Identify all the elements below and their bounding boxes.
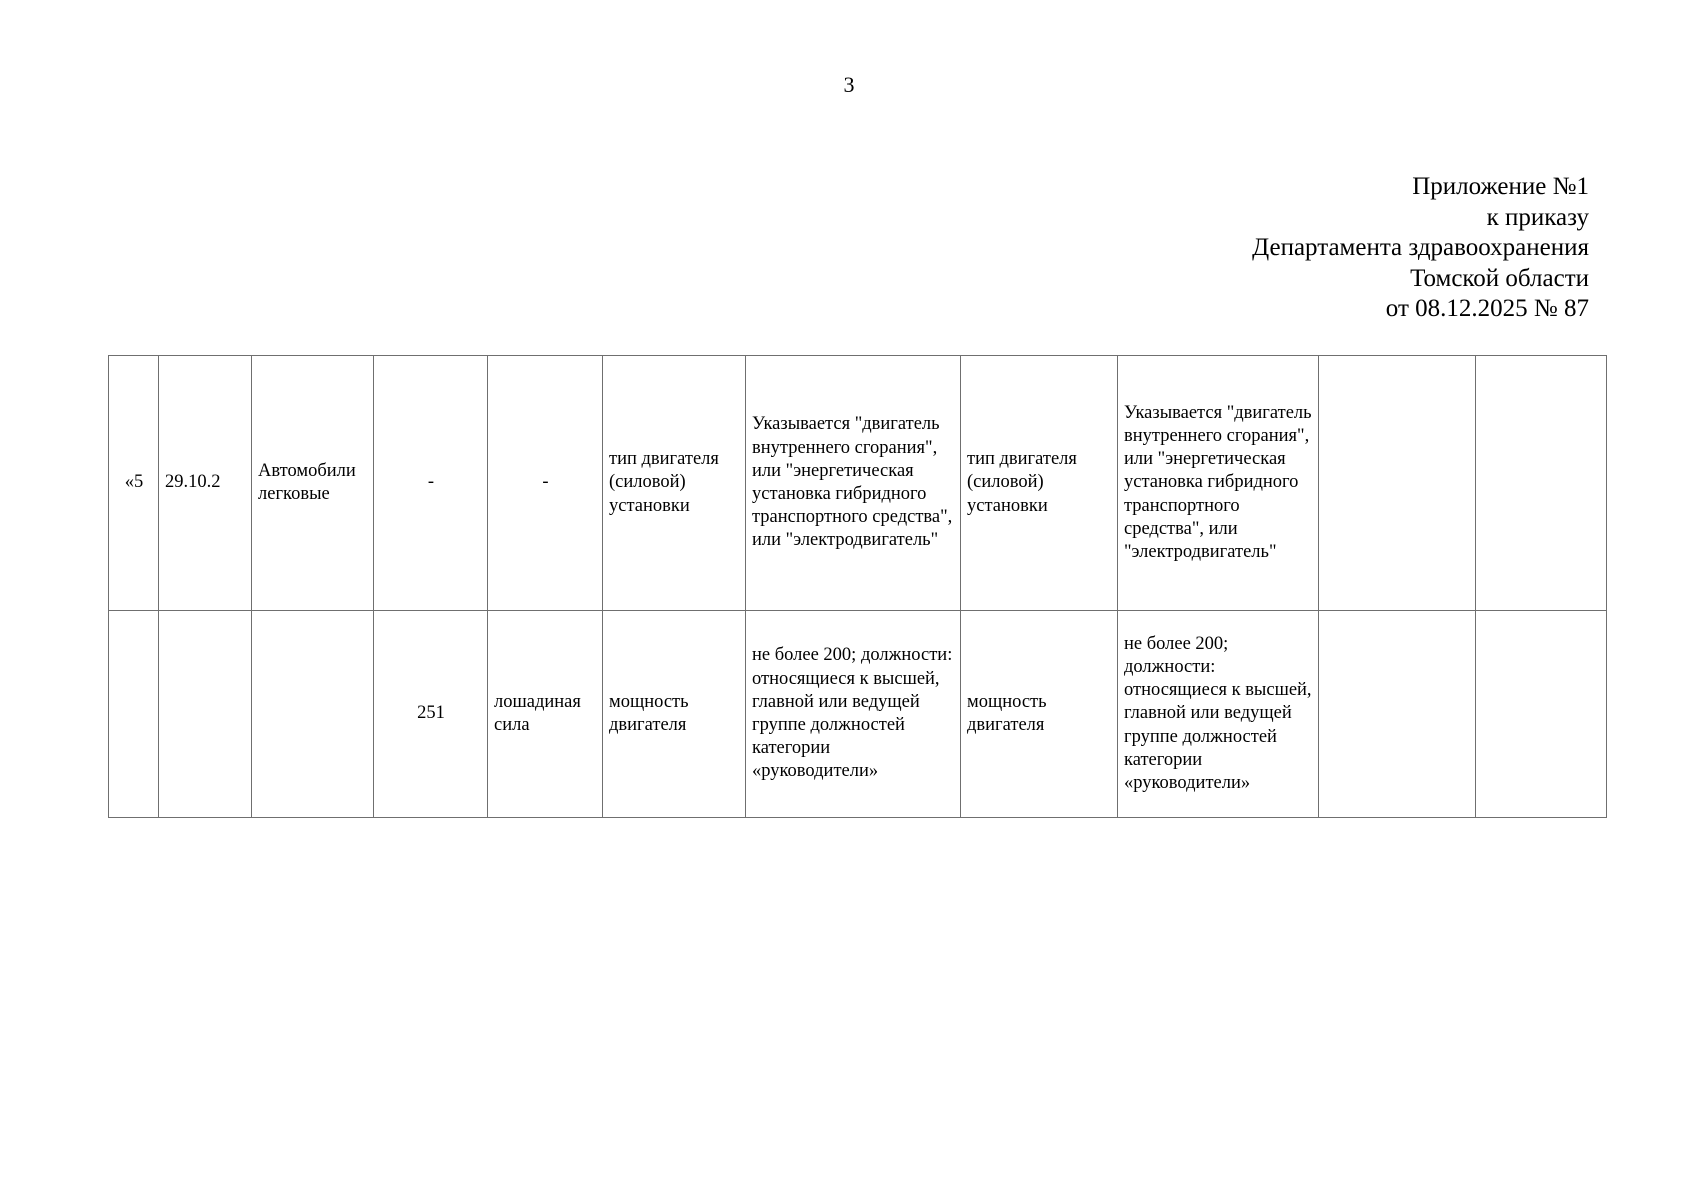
table-cell-item-name: Автомобили легковые: [252, 356, 374, 611]
page-number: 3: [843, 72, 855, 97]
table-cell-value: Указывается "двигатель внутреннего сгорания", или "энергетическая установка гибридного транспортного средства", или "электродвигатель": [746, 356, 961, 611]
appendix-header: [1252, 172, 1589, 325]
table-cell-unit-name: лошадиная сила: [488, 611, 603, 818]
table-cell-characteristic: тип двигателя (силовой) установки: [603, 356, 746, 611]
table-cell-code: 29.10.2: [159, 356, 252, 611]
table-cell-characteristic-alt: мощность двигателя: [961, 611, 1118, 818]
appendix-order-ref: к приказу: [1486, 203, 1589, 231]
table-cell-empty: [1476, 611, 1607, 818]
table-cell-empty: [1476, 356, 1607, 611]
table-cell-empty: [1319, 611, 1476, 818]
table-cell-unit-code: 251: [374, 611, 488, 818]
table-cell-unit-code: -: [374, 356, 488, 611]
table-cell-value-alt: Указывается "двигатель внутреннего сгорания", или "энергетическая установка гибридного транспортного средства", или "электродвигатель": [1118, 356, 1319, 611]
table-cell-item-name: [252, 611, 374, 818]
table-cell-unit-name: -: [488, 356, 603, 611]
appendix-department: Департамента здравоохранения: [1252, 234, 1589, 261]
appendix-date-number: от 08.12.2025 № 87: [1385, 295, 1589, 322]
table-cell-value: не более 200; должности: относящиеся к высшей, главной или ведущей группе должностей категории «руководители»: [746, 611, 961, 818]
table-cell-number: «5: [109, 356, 159, 611]
table-cell-empty: [1319, 356, 1476, 611]
table-cell-value-alt: не более 200; должности: относящиеся к высшей, главной или ведущей группе должностей категории «руководители»: [1118, 611, 1319, 818]
requirements-table: [108, 355, 1607, 818]
appendix-title: Приложение №1: [1412, 173, 1589, 200]
table-row: [109, 611, 1607, 818]
table-cell-characteristic-alt: тип двигателя (силовой) установки: [961, 356, 1118, 611]
table-cell-characteristic: мощность двигателя: [603, 611, 746, 818]
table-cell-number: [109, 611, 159, 818]
table-row: [109, 356, 1607, 611]
table-cell-code: [159, 611, 252, 818]
appendix-region: Томской области: [1410, 264, 1589, 292]
